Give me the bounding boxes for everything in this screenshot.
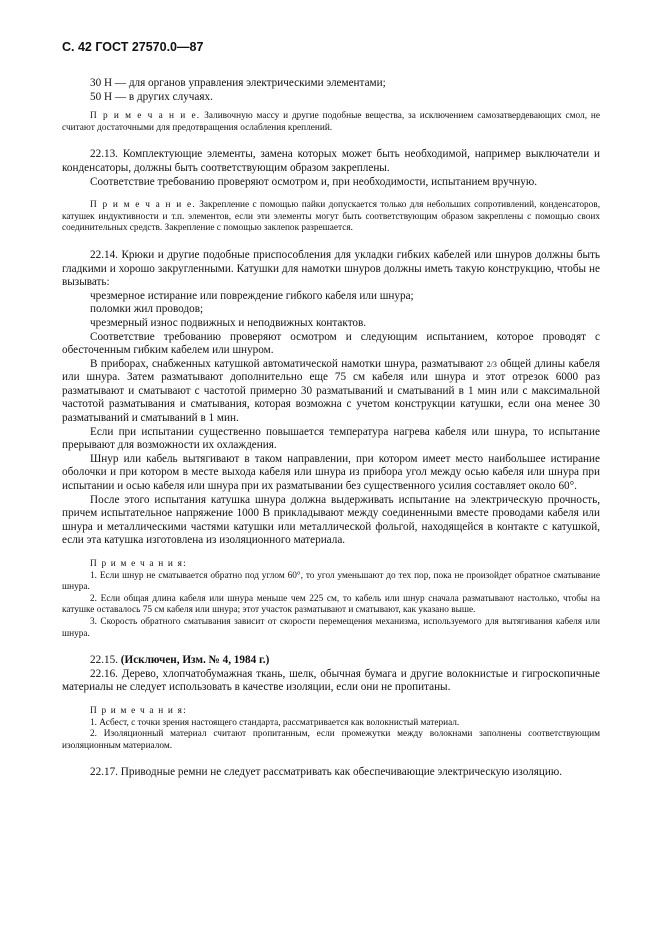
note-item: 2. Изоляционный материал считают пропитанным, если промежутки между волокнами заполнены соответствующим изоляционным материалом. xyxy=(62,729,600,751)
paragraph: Соответствие требованию проверяют осмотром и, при необходимости, испытанием вручную. xyxy=(90,175,538,188)
note-item: 1. Если шнур не сматывается обратно под углом 60°, то угол уменьшают до тех пор, пока не произойдет обратное сматывание шнура. xyxy=(62,570,600,593)
note-text: Заливочную массу и другие подобные вещества, за исключением самозатвердевающих смол, не считают достаточными для предотвращения ослабления креплений. xyxy=(62,111,601,133)
notes-label: П р и м е ч а н и я: xyxy=(90,559,187,569)
clause-22-13: 22.13. Комплектующие элементы, замена которых может быть необходимой, например выключатели и конденсаторы, должны быть соответствующим образом закреплены. xyxy=(62,148,600,174)
clause-number: 22.15. xyxy=(90,654,118,667)
paragraph-part: общей длины кабеля или шнура. Затем разматывают дополнительно еще 75 см кабеля или шнура и этот отрезок 6000 раз разматывают и сматывают с частотой примерно 30 разматываний и сматываний в 1 мин или с максимальной частотой разматывания и сматывания, которая возможна с учетом конструкции катушки, если она менее 30 разматываний и сматываний в 1 мин. xyxy=(62,357,600,425)
note-22-13 xyxy=(62,200,600,235)
note-22-12 xyxy=(62,111,600,134)
text-line: 30 Н — для органов управления электрическими элементами; xyxy=(90,77,386,89)
note-label: П р и м е ч а н и е. xyxy=(90,111,201,122)
clause-22-14: 22.14. Крюки и другие подобные приспособления для укладки гибких кабелей или шнуров должны быть гладкими и хорошо закругленными. Катушки для намотки шнуров должны иметь такую конструкцию, чтобы не вызывать: xyxy=(62,248,600,289)
clause-22-17: 22.17. Приводные ремни не следует рассматривать как обеспечивающие электрическую изоляцию. xyxy=(90,766,563,779)
clause-22-15 xyxy=(62,654,600,668)
paragraph: После этого испытания катушка шнура должна выдерживать испытание на электрическую прочность, причем испытательное напряжение 1000 В прикладывают между соединенными вместе проводами кабеля или шнура и металлическими частями катушки или металлической фольгой, находящейся в контакте с катушкой, если эта катушка изготовлена из изоляционного материала. xyxy=(62,493,600,547)
paragraph: Если при испытании существенно повышается температура нагрева кабеля или шнура, то испытание прерывают для возможности их охлаждения. xyxy=(62,425,600,452)
paragraph: Соответствие требованию проверяют осмотром и следующим испытанием, которое проводят с обесточенным гибким кабелем или шнуром. xyxy=(62,330,600,357)
paragraph-part: В приборах, снабженных катушкой автоматической намотки шнура, разматывают xyxy=(90,357,484,370)
note-item: 2. Если общая длина кабеля или шнура меньше чем 225 см, то кабель или шнур сначала разматывают настолько, чтобы на катушке оставалось 75 см кабеля или шнура; этот участок разматывают и сматывают, как указано выше. xyxy=(62,593,600,616)
text-line: 50 Н — в других случаях. xyxy=(90,90,213,103)
page-header: С. 42 ГОСТ 27570.0—87 xyxy=(62,40,204,54)
notes-label: П р и м е ч а н и я: xyxy=(90,705,187,716)
clause-22-16: 22.16. Дерево, хлопчатобумажная ткань, шелк, обычная бумага и другие волокнистые и гигроскопичные материалы не следует использовать в качестве изоляции, если они не пропитаны. xyxy=(62,667,600,694)
fraction: 2/3 xyxy=(486,359,497,369)
note-text: Закрепление с помощью пайки допускается только для небольших сопротивлений, конденсаторов, катушек индуктивности и т.п. элементов, если эти элементы могут быть соответствующим образом закреплены с помощью своих соединительных средств. Закрепление с помощью заклепок разрешается. xyxy=(62,200,601,234)
list-item: поломки жил проводов; xyxy=(90,303,204,316)
list-item: чрезмерный износ подвижных и неподвижных контактов. xyxy=(90,316,367,329)
note-item: 3. Скорость обратного сматывания зависит от скорости перемещения механизма, используемого для вытягивания кабеля или шнура. xyxy=(62,616,600,639)
clause-excluded: (Исключен, Изм. № 4, 1984 г.) xyxy=(120,654,270,667)
note-item: 1. Асбест, с точки зрения настоящего стандарта, рассматривается как волокнистый материал. xyxy=(90,717,460,728)
paragraph xyxy=(62,358,600,426)
note-label: П р и м е ч а н и е. xyxy=(90,200,196,211)
document-page xyxy=(62,40,600,780)
paragraph: Шнур или кабель вытягивают в таком направлении, при котором имеет место наибольшее истирание оболочки и при котором в месте выхода кабеля или шнура из прибора угол между осью кабеля или шнура при испытании и осью кабеля или шнура при их разматывании без существенного усилия составляет около 60°. xyxy=(62,452,600,493)
list-item: чрезмерное истирание или повреждение гибкого кабеля или шнура; xyxy=(90,289,414,302)
